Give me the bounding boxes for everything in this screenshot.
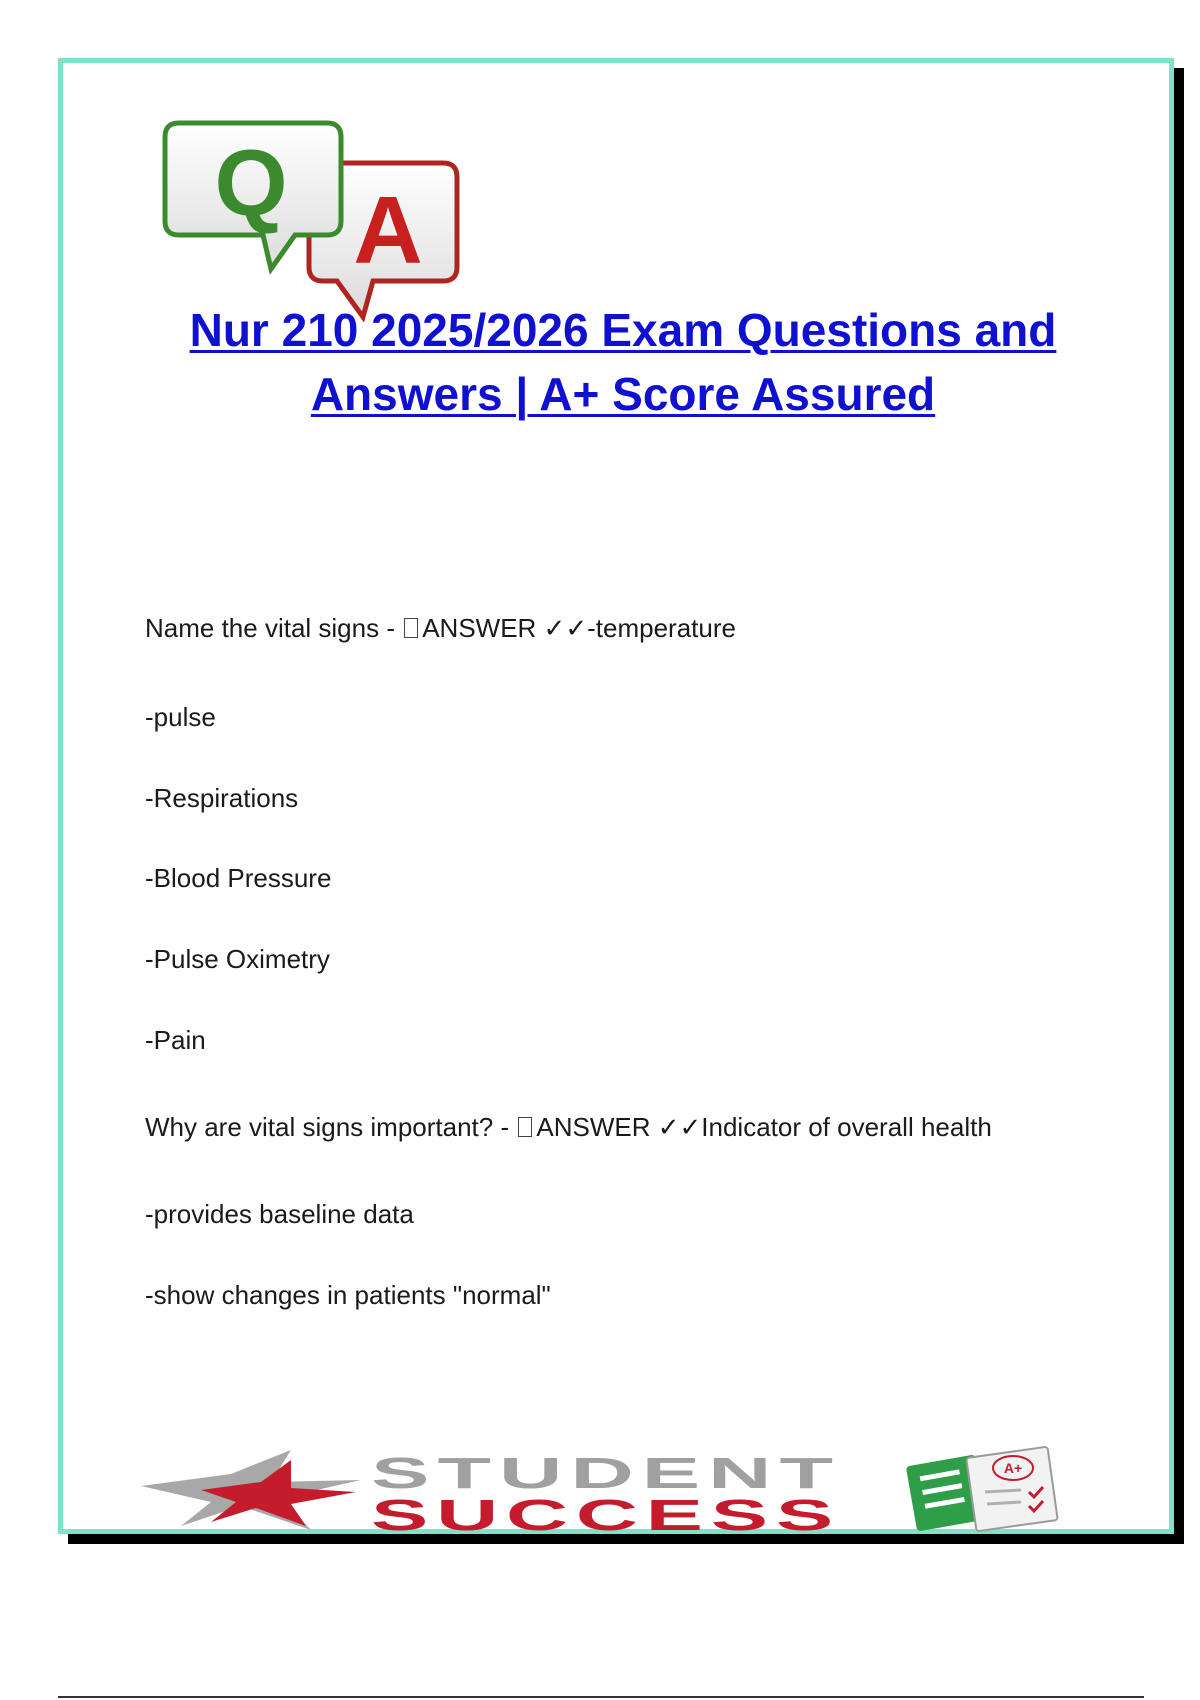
student-success-logo <box>141 1446 1081 1534</box>
answer-2-text: ANSWER ✓✓Indicator of overall health <box>536 1112 992 1142</box>
answer-list-item: -Respirations <box>145 783 299 813</box>
question-2 <box>145 1111 992 1143</box>
answer-list-item: -Blood Pressure <box>145 863 332 893</box>
question-1 <box>145 612 736 644</box>
star-swoosh-icon <box>141 1450 361 1530</box>
graded-paper-icon <box>966 1447 1058 1532</box>
answer-list-item: -provides baseline data <box>145 1199 414 1229</box>
title-line-2[interactable]: Answers | A+ Score Assured <box>310 368 936 420</box>
answer-list-item: -Pulse Oximetry <box>145 944 330 974</box>
a-letter: A <box>353 177 423 284</box>
document-page <box>58 58 1174 1534</box>
qa-logo <box>153 93 513 323</box>
q-letter: Q <box>214 130 288 235</box>
missing-glyph-icon <box>404 618 418 638</box>
answer-list-item: -show changes in patients "normal" <box>145 1280 551 1310</box>
footer-success-text: SUCCESS <box>371 1491 841 1534</box>
title-line-1[interactable]: Nur 210 2025/2026 Exam Questions and <box>189 304 1057 356</box>
answer-1-text: ANSWER ✓✓-temperature <box>422 613 736 643</box>
question-1-text: Name the vital signs - <box>145 613 403 643</box>
document-title[interactable] <box>123 298 1123 426</box>
question-2-text: Why are vital signs important? - <box>145 1112 517 1142</box>
answer-list-item: -pulse <box>145 702 216 732</box>
answer-list-item: -Pain <box>145 1025 206 1055</box>
grade-badge: A+ <box>1003 1460 1023 1476</box>
missing-glyph-icon <box>518 1117 532 1137</box>
footer-student-text: STUDENT <box>371 1449 841 1498</box>
page-bottom-rule <box>58 1696 1144 1698</box>
